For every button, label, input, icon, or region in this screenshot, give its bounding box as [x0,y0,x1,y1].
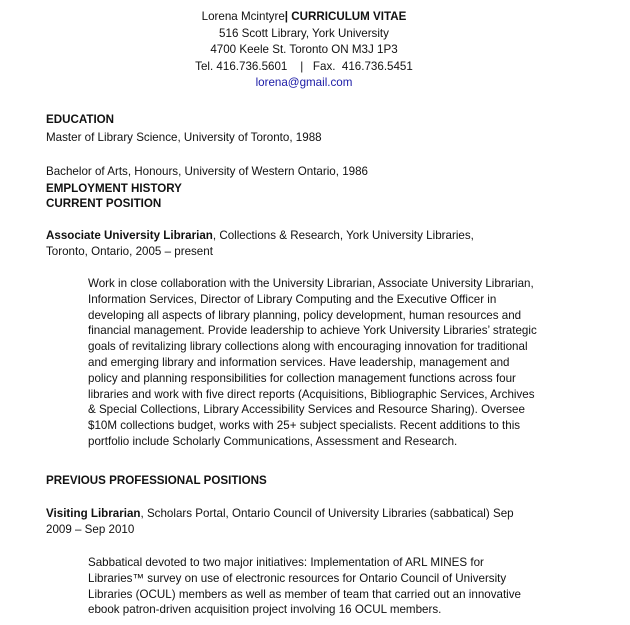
address-line-1: 516 Scott Library, York University [219,26,389,40]
previous-position-title: Visiting Librarian [46,507,141,520]
description-line: Sabbatical devoted to two major initiatives: Implementation of ARL MINES for [88,556,484,569]
name-title-line [0,9,608,26]
description-line: Information Services, Director of Library Computing and the Executive Officer in [88,292,497,306]
current-position-heading: CURRENT POSITION [46,197,162,210]
description-line: libraries and work with five direct reports (Acquisitions, Bibliographic Services, Archives [88,387,535,401]
employment-heading: EMPLOYMENT HISTORY [46,182,182,195]
email-link[interactable]: lorena@gmail.com [255,76,353,90]
description-line: Libraries™ survey on use of electronic resources for Ontario Council of University [88,571,507,585]
current-position-line-1 [46,228,586,244]
description-line: & Special Collections, Library Accessibility Services and Resource Sharing). Oversee [88,403,525,417]
previous-positions-heading: PREVIOUS PROFESSIONAL POSITIONS [46,474,267,487]
title-separator: | [284,10,289,23]
current-position-details: , Collections & Research, York University Libraries, [212,229,474,242]
previous-position-line-2: 2009 – Sep 2010 [46,523,135,536]
previous-position-line-1 [46,506,586,522]
address-line-2: 4700 Keele St. Toronto ON M3J 1P3 [210,43,398,57]
cv-header [0,9,608,92]
description-line: $10M collections budget, works with 25+ subject specialists. Recent additions to this [88,419,521,433]
current-position-line-2: Toronto, Ontario, 2005 – present [46,245,213,258]
previous-position-description [88,555,568,618]
description-line: Libraries (OCUL) members as well as member of team that carried out an innovative [88,587,522,601]
description-line: portfolio include Scholarly Communications, Assessment and Research. [88,434,458,448]
description-line: ebook patron-driven acquisition project involving 16 OCUL members. [88,603,442,617]
description-line: developing all aspects of library planning, policy development, human resources and [88,308,522,322]
description-line: Work in close collaboration with the University Librarian, Associate University Librarian, [88,277,534,290]
education-degree-2: Bachelor of Arts, Honours, University of Western Ontario, 1986 [46,165,368,178]
previous-position-details: , Scholars Portal, Ontario Council of University Libraries (sabbatical) Sep [140,507,514,520]
current-position-description [88,276,568,450]
description-line: financial management. Provide leadership to achieve York University Libraries’ strategic [88,324,537,338]
education-heading: EDUCATION [46,113,115,126]
document-title: CURRICULUM VITAE [291,10,407,23]
description-line: and emerging library and information services. Have leadership, management and [88,355,510,369]
description-line: policy and planning responsibilities for collection management functions across four [88,371,516,385]
person-name: Lorena Mcintyre [201,10,285,23]
current-position-title: Associate University Librarian [46,229,213,242]
description-line: goals of revitalizing library collections along with encouraging innovation for traditional [88,340,528,354]
education-degree-1: Master of Library Science, University of Toronto, 1988 [46,131,322,144]
phone-fax-line: Tel. 416.736.5601 | Fax. 416.736.5451 [195,59,413,73]
